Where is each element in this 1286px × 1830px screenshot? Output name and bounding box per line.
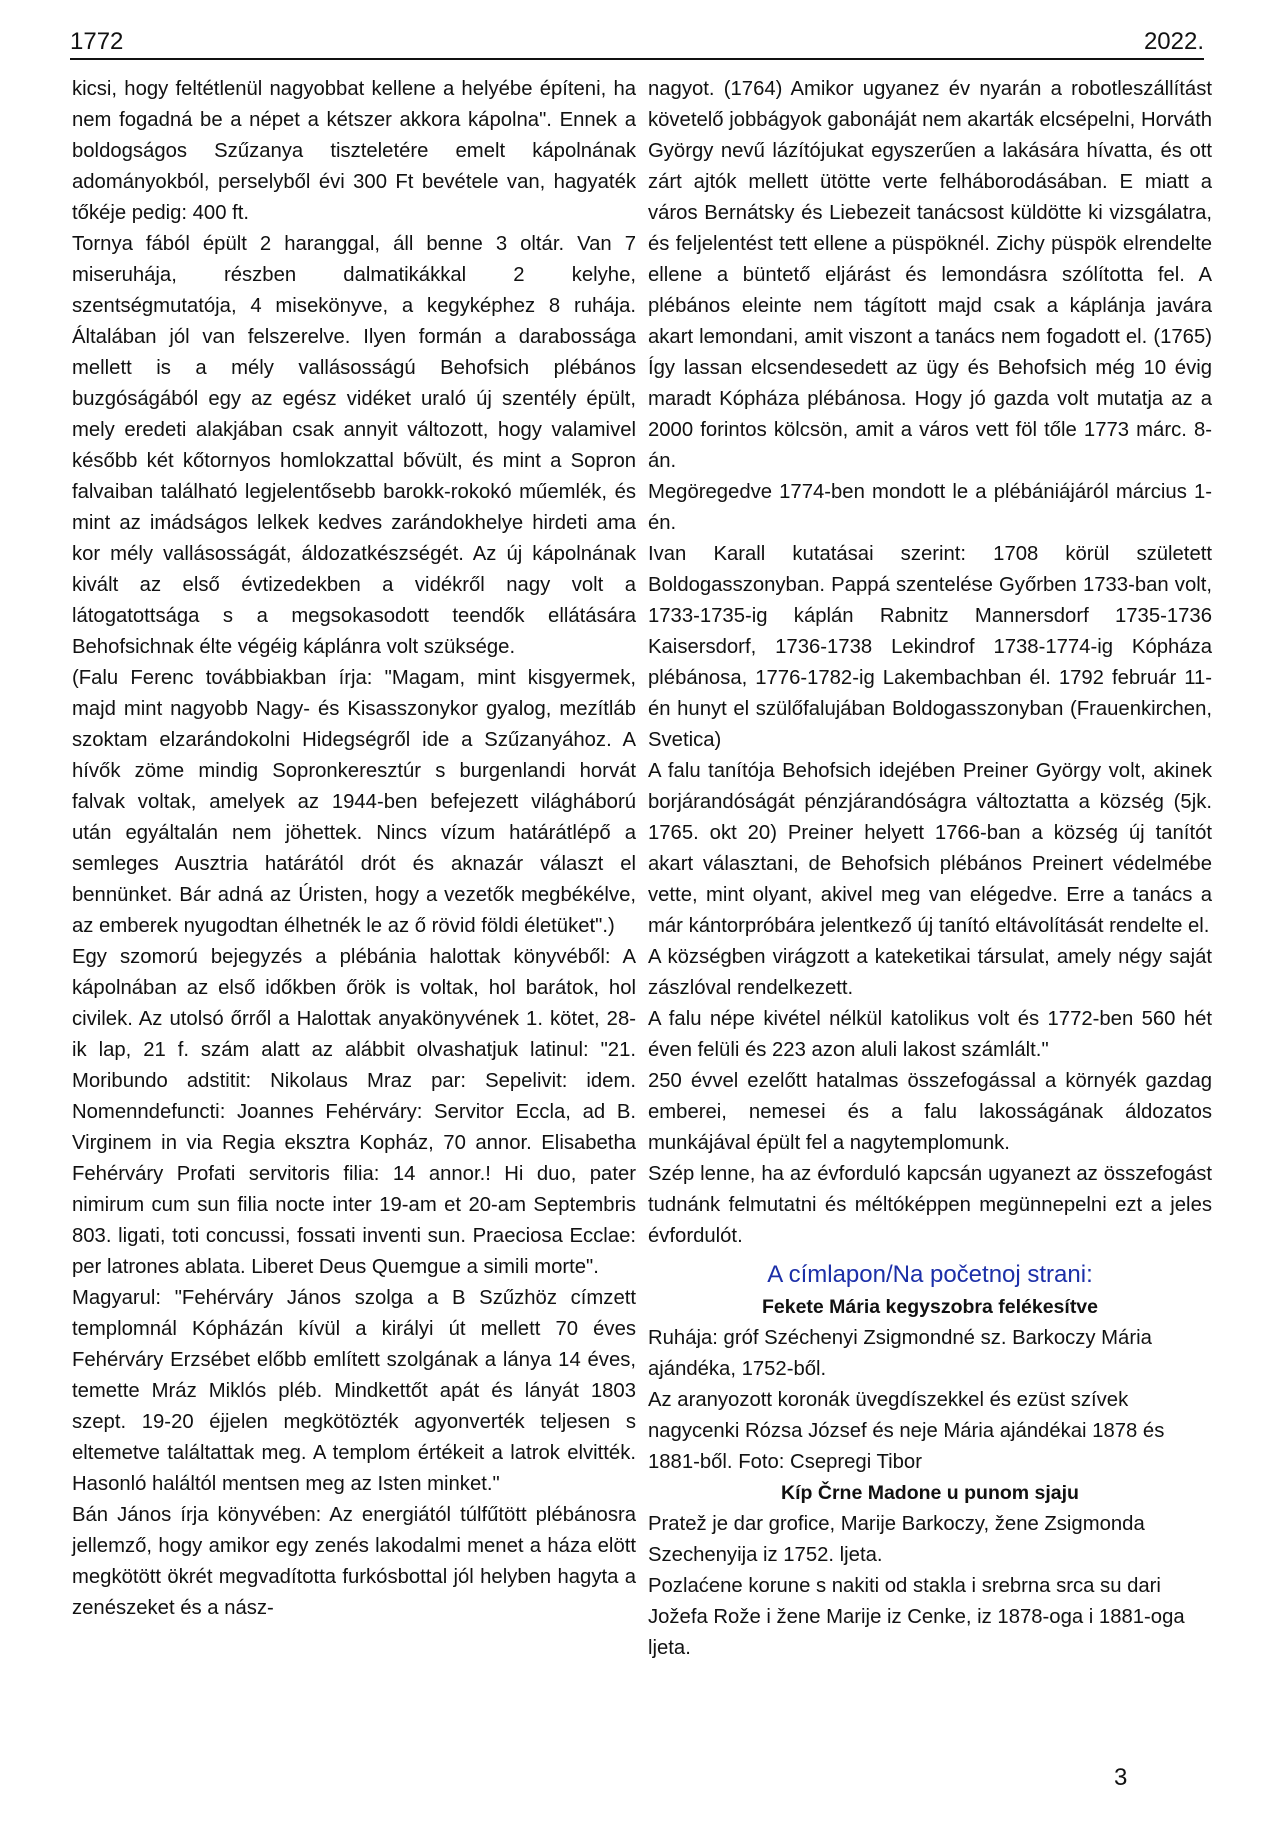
paragraph: Megöregedve 1774-ben mondott le a plébániájáról március 1-én. <box>648 481 1212 534</box>
paragraph: Egy szomorú bejegyzés a plébánia halottak könyvéből: A kápolnában az első időkben őrök is voltak, hol barátok, hol civilek. Az utolsó őrről a Halottak anyakönyvének 1. kötet, 28-ik lap, 21 f. szám alatt az alábbit olvashatjuk latinul: "21. Moribundo adstitit: Nikolaus Mraz par: Sepelivit: idem. Nomenndefuncti: Joannes Fehérváry: Servitor Eccla, ad B. Virginem in via Regia eksztra Kopház, 70 annor. Elisabetha Fehérváry Profati servitoris filia: 14 annor.! Hi duo, pater nimirum cum sun filia nocte inter 19-am et 20-am Septembris 803. ligati, toti concussi, fossati inventi sun. Praeciosa Ecclae: per latrones ablata. Liberet Deus Quemgue a simili morte". <box>72 946 636 1278</box>
left-column <box>72 74 636 1624</box>
cover-caption-text-hu: Az aranyozott koronák üvegdíszekkel és ezüst szívek nagycenki Rózsa József és neje Mária ajándékai 1878 és 1881-ből. Foto: Csepregi Tibor <box>648 1389 1165 1473</box>
paragraph: A falu tanítója Behofsich idejében Preiner György volt, akinek borjárandóságát pénzjárandóságra változtatta a község (5jk. 1765. okt 20) Preiner helyett 1766-ban a község új tanítót akart választani, de Behofsich plébános Preinert védelmébe vette, mint olyant, akivel meg van elégedve. Erre a tanács a már kántorpróbára jelentkező új tanító eltávolítását rendelte el. <box>648 760 1212 937</box>
header-year-left: 1772 <box>70 28 124 55</box>
cover-caption-text-hr: Pratež je dar grofice, Marije Barkoczy, žene Zsigmonda Szechenyija iz 1752. ljeta. <box>648 1513 1145 1566</box>
paragraph: 250 évvel ezelőtt hatalmas összefogással a környék gazdag emberei, nemesei és a falu lakosságának áldozatos munkájával épült fel a nagytemplomunk. <box>648 1070 1212 1154</box>
paragraph: nagyot. (1764) Amikor ugyanez év nyarán a robotleszállítást követelő jobbágyok gabonáját nem akarták elcsépelni, Horváth György nevű lázítójukat egyszerűen a lakására hívatta, és ott zárt ajtók mellett ütötte verte felháborodásában. E miatt a város Bernátsky és Liebezeit tanácsost küldötte ki vizsgálatra, és feljelentést tett ellene a püspöknél. Zichy püspök elrendelte ellene a büntető eljárást és lemondásra szólította fel. A plébános eleinte nem tágított majd csak a káplánja javára akart lemondani, amit viszont a tanács nem fogadott el. (1765) Így lassan elcsendesedett az ügy és Behofsich még 10 évig maradt Kópháza plébánosa. Hogy jó gazda volt mutatja az a 2000 forintos kölcsön, amit a város vett föl tőle 1773 márc. 8-án. <box>648 78 1212 472</box>
paragraph: A községben virágzott a kateketikai társulat, amely négy saját zászlóval rendelkezett. <box>648 946 1212 999</box>
cover-caption-subtitle-hr: Kíp Črne Madone u punom sjaju <box>781 1482 1079 1504</box>
cover-caption-subtitle-hu: Fekete Mária kegyszobra felékesítve <box>761 1296 1098 1318</box>
paragraph: Szép lenne, ha az évforduló kapcsán ugyanezt az összefogást tudnánk felmutatni és méltóképpen megünnepelni ezt a jeles évfordulót. <box>648 1163 1212 1247</box>
paragraph: Magyarul: "Fehérváry János szolga a B Szűzhöz címzett templomnál Kópházán kívül a királyi út mellett 70 éves Fehérváry Erzsébet előbb említett szolgának a lánya 14 éves, temette Mráz Miklós pléb. Mindkettőt apát és lányát 1803 szept. 19-20 éjjelen megkötözték agyonverték teljesen s eltemetve találtattak meg. A templom értékeit a latrok elvitték. Hasonló haláltól mentsen meg az Isten minket." <box>72 1287 636 1495</box>
paragraph: Ivan Karall kutatásai szerint: 1708 körül született Boldogasszonyban. Pappá szentelése Győrben 1733-ban volt, 1733-1735-ig káplán Rabnitz Mannersdorf 1735-1736 Kaisersdorf, 1736-1738 Lekindrof 1738-1774-ig Kópháza plébánosa, 1776-1782-ig Lakembachban él. 1792 február 11-én hunyt el szülőfalujában Boldogasszonyban (Frauenkirchen, Svetica) <box>648 543 1212 751</box>
header-year-right: 2022. <box>1143 28 1204 55</box>
paragraph: Tornya fából épült 2 haranggal, áll benne 3 oltár. Van 7 miseruhája, részben dalmatikákkal 2 kelyhe, szentségmutatója, 4 misekönyve, a kegyképhez 8 ruhája. Általában jól van felszerelve. Ilyen formán a darabossága mellett is a mély vallásosságú Behofsich plébános buzgóságából egy az egész vidéket uraló új szentély épült, mely eredeti alakjában csak annyit változott, hogy valamivel később két kőtornyos homlokzattal bővült, és mint a Sopron falvaiban található legjelentősebb barokk-rokokó műemlék, és mint az imádságos lelkek kedves zarándokhelye hirdeti ama kor mély vallásosságát, áldozatkészségét. Az új kápolnának kivált az első évtizedekben a vidékről nagy volt a látogatottsága s a megsokasodott teendők ellátására Behofsichnak élte végéig káplánra volt szüksége. <box>72 233 636 658</box>
paragraph: Bán János írja könyvében: Az energiától túlfűtött plébánosra jellemző, hogy amikor egy zenés lakodalmi menet a háza elött megkötött ökrét megvadította furkósbottal jól helyben hagyta a zenészeket és a nász- <box>72 1504 636 1619</box>
cover-caption-text-hu: Ruhája: gróf Széchenyi Zsigmondné sz. Barkoczy Mária ajándéka, 1752-ből. <box>648 1327 1152 1380</box>
page-number: 3 <box>1114 1764 1128 1791</box>
right-column <box>648 74 1212 1664</box>
cover-caption-title: A címlapon/Na početnoj strani: <box>767 1261 1093 1288</box>
paragraph: kicsi, hogy feltétlenül nagyobbat kellene a helyébe építeni, ha nem fogadná be a népet a kétszer akkora kápolna". Ennek a boldogságos Szűzanya tiszteletére emelt kápolnának adományokból, perselyből évi 300 Ft bevétele van, hagyaték tőkéje pedig: 400 ft. <box>72 78 636 224</box>
page-header <box>70 26 1204 60</box>
paragraph: (Falu Ferenc továbbiakban írja: "Magam, mint kisgyermek, majd mint nagyobb Nagy- és Kisasszonykor gyalog, mezítláb szoktam elzarándokolni Hidegségről ide a Szűzanyához. A hívők zöme mindig Sopronkeresztúr s burgenlandi horvát falvak voltak, amelyek az 1944-ben befejezett világháború után egyáltalán nem jöhettek. Nincs vízum határátlépő a semleges Ausztria határától drót és aknazár választ el bennünket. Bár adná az Úristen, hogy a vezetők megbékélve, az emberek nyugodtan élhetnék le az ő rövid földi életüket".) <box>72 667 636 937</box>
paragraph: A falu népe kivétel nélkül katolikus volt és 1772-ben 560 hét éven felüli és 223 azon aluli lakost számlált." <box>648 1008 1212 1061</box>
cover-caption-text-hr: Pozlaćene korune s nakiti od stakla i srebrna srca su dari Jožefa Rože i žene Marije iz Cenke, iz 1878-oga i 1881-oga ljeta. <box>648 1575 1185 1659</box>
